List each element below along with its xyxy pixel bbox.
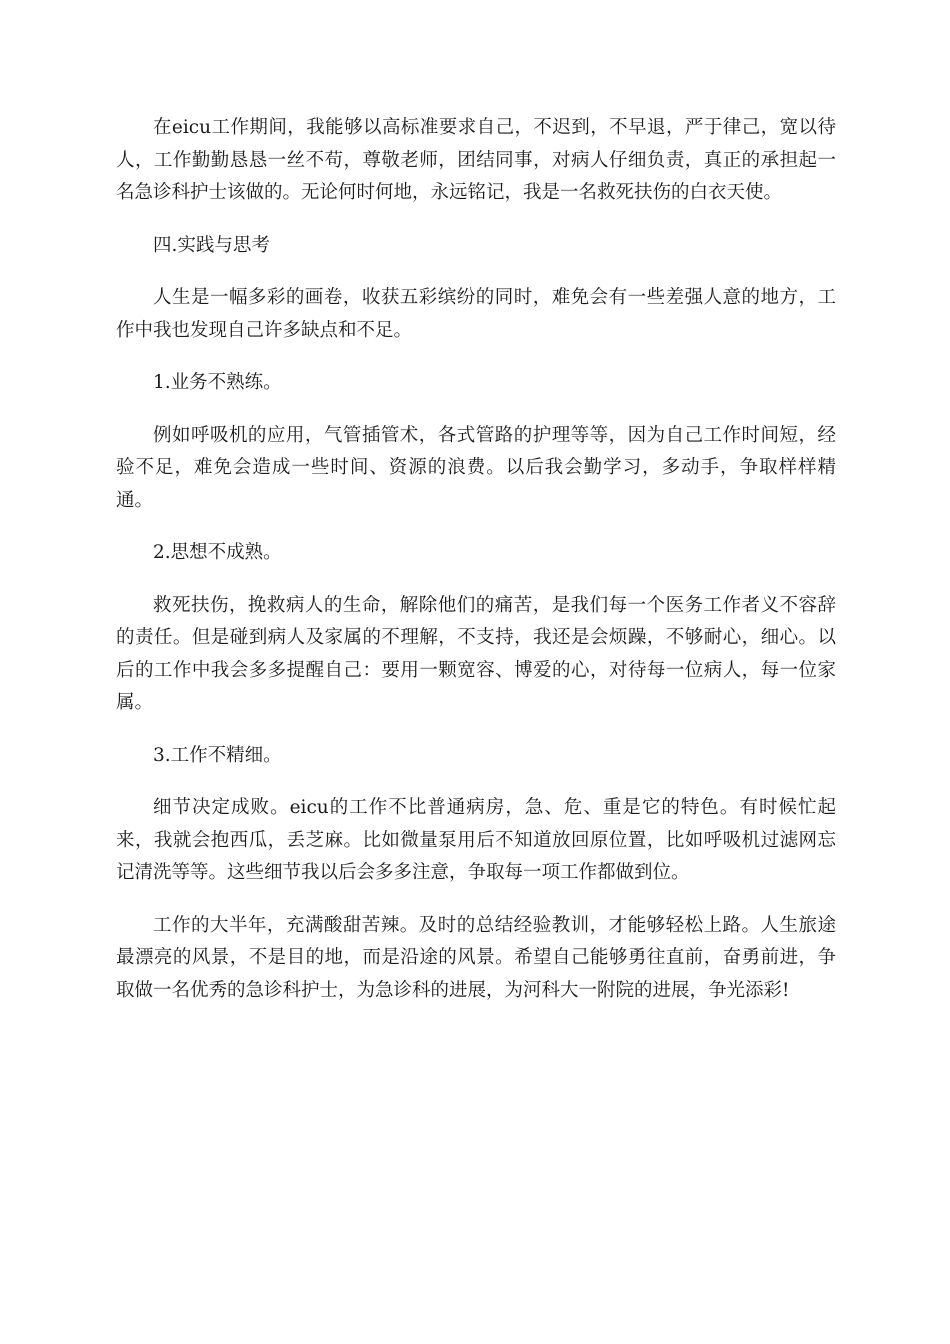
paragraph-thinking: 救死扶伤，挽救病人的生命，解除他们的痛苦，是我们每一个医务工作者义不容辞的责任。但是碰到病人及家属的不理解，不支持，我还是会烦躁，不够耐心，细心。以后的工作中我会多多提醒自己：要用一颗宽容、博爱的心，对待每一位病人，每一位家属。 xyxy=(116,594,836,713)
subheading-detail: 3.工作不精细。 xyxy=(153,744,282,766)
paragraph-conduct: 在eicu工作期间，我能够以高标准要求自己，不迟到，不早退，严于律己，宽以待人，工作勤勤恳恳一丝不苟，尊敬老师，团结同事，对病人仔细负责，真正的承担起一名急诊科护士该做的。无论何时何地，永远铭记，我是一名救死扶伤的白衣天使。 xyxy=(116,117,836,203)
subheading-skills: 1.业务不熟练。 xyxy=(153,372,282,393)
paragraph-skills: 例如呼吸机的应用，气管插管术，各式管路的护理等等，因为自己工作时间短，经验不足，难免会造成一些时间、资源的浪费。以后我会勤学习，多动手，争取样样精通。 xyxy=(116,424,836,511)
section-heading-practice: 四.实践与思考 xyxy=(153,234,270,256)
subheading-thinking: 2.思想不成熟。 xyxy=(153,542,282,563)
paragraph-conclusion: 工作的大半年，充满酸甜苦辣。及时的总结经验教训，才能够轻松上路。人生旅途最漂亮的风景，不是目的地，而是沿途的风景。希望自己能够勇往直前，奋勇前进，争取做一名优秀的急诊科护士，为急诊科的进展，为河科大一附院的进展，争光添彩! xyxy=(116,914,836,1001)
document-body xyxy=(116,112,836,1027)
paragraph-detail: 细节决定成败。eicu的工作不比普通病房，急、危、重是它的特色。有时候忙起来，我就会抱西瓜，丢芝麻。比如微量泵用后不知道放回原位置，比如呼吸机过滤网忘记清洗等等。这些细节我以后会多多注意，争取每一项工作都做到位。 xyxy=(116,797,836,883)
paragraph-intro-shortcomings: 人生是一幅多彩的画卷，收获五彩缤纷的同时，难免会有一些差强人意的地方，工作中我也发现自己许多缺点和不足。 xyxy=(116,287,836,341)
